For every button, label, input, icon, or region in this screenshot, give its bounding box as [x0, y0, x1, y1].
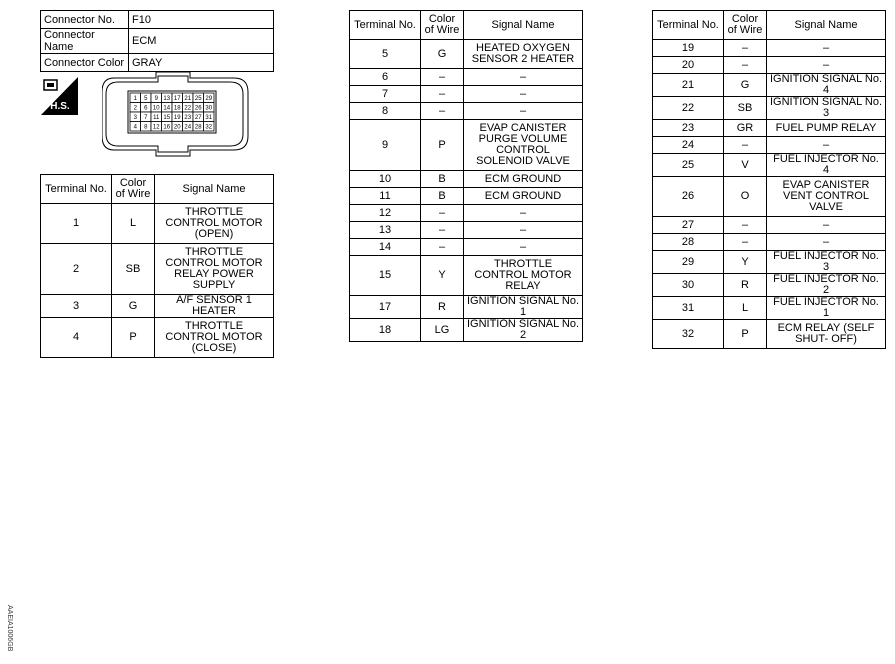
hs-label: H.S.	[50, 101, 70, 112]
table-row	[653, 251, 886, 274]
connector-info-value: F10	[129, 11, 274, 29]
signal-name: FUEL PUMP RELAY	[767, 120, 886, 137]
signal-name: FUEL INJECTOR No. 2	[767, 274, 886, 297]
terminal-number: 18	[350, 319, 421, 342]
wire-color: R	[421, 296, 464, 319]
signal-name: –	[767, 57, 886, 74]
wire-color: –	[724, 40, 767, 57]
pin-number: 10	[152, 105, 160, 112]
terminal-number: 11	[350, 188, 421, 205]
table-row	[653, 137, 886, 154]
pin-number: 6	[144, 105, 148, 112]
pin-number: 22	[184, 105, 192, 112]
wire-color: –	[724, 217, 767, 234]
header-signal: Signal Name	[155, 175, 274, 204]
terminal-number: 32	[653, 320, 724, 349]
pin-number: 4	[133, 124, 137, 131]
wire-color: LG	[421, 319, 464, 342]
pin-number: 9	[154, 96, 158, 102]
terminal-number: 8	[350, 103, 421, 120]
signal-name: THROTTLE CONTROL MOTOR RELAY	[464, 256, 583, 296]
terminal-number: 6	[350, 69, 421, 86]
table-row	[350, 222, 583, 239]
connector-info-value: GRAY	[129, 54, 274, 72]
wire-color: Y	[724, 251, 767, 274]
signal-name: –	[464, 103, 583, 120]
header-terminal: Terminal No.	[41, 175, 112, 204]
wire-color: –	[421, 222, 464, 239]
terminal-table-3	[652, 10, 886, 349]
wire-color: R	[724, 274, 767, 297]
signal-name: FUEL INJECTOR No. 4	[767, 154, 886, 177]
pin-number: 18	[173, 105, 181, 112]
table-row	[41, 244, 274, 295]
header-terminal: Terminal No.	[350, 11, 421, 40]
signal-name: –	[767, 234, 886, 251]
table-row	[653, 120, 886, 137]
wire-color: L	[724, 297, 767, 320]
pin-number: 11	[153, 115, 160, 121]
pin-number: 32	[205, 124, 213, 131]
terminal-number: 27	[653, 217, 724, 234]
signal-name: –	[464, 86, 583, 103]
signal-name: HEATED OXYGEN SENSOR 2 HEATER	[464, 40, 583, 69]
table-row	[653, 274, 886, 297]
pin-number: 14	[163, 105, 171, 112]
wire-color: L	[112, 204, 155, 244]
signal-name: –	[464, 69, 583, 86]
signal-name: –	[767, 40, 886, 57]
terminal-number: 3	[41, 295, 112, 318]
header-signal: Signal Name	[464, 11, 583, 40]
table-row	[653, 57, 886, 74]
signal-name: ECM GROUND	[464, 171, 583, 188]
pin-number: 12	[152, 124, 160, 131]
header-terminal: Terminal No.	[653, 11, 724, 40]
wire-color: O	[724, 177, 767, 217]
pin-number: 16	[163, 124, 171, 131]
wire-color: G	[421, 40, 464, 69]
terminal-number: 21	[653, 74, 724, 97]
pin-number: 15	[163, 115, 171, 121]
pin-number: 20	[173, 124, 181, 131]
terminal-number: 28	[653, 234, 724, 251]
header-signal: Signal Name	[767, 11, 886, 40]
terminal-number: 4	[41, 318, 112, 358]
terminal-table-1	[40, 174, 274, 358]
connector-info-label: Connector Color	[41, 54, 129, 72]
wire-color: V	[724, 154, 767, 177]
terminal-number: 23	[653, 120, 724, 137]
signal-name: –	[464, 205, 583, 222]
connector-info-label: Connector No.	[41, 11, 129, 29]
pin-number: 5	[144, 96, 148, 102]
connector-face-diagram	[102, 70, 252, 160]
signal-name: IGNITION SIGNAL No. 4	[767, 74, 886, 97]
signal-name: –	[767, 217, 886, 234]
terminal-number: 15	[350, 256, 421, 296]
signal-name: FUEL INJECTOR No. 3	[767, 251, 886, 274]
terminal-number: 25	[653, 154, 724, 177]
table-row	[350, 120, 583, 171]
table-row	[41, 295, 274, 318]
signal-name: THROTTLE CONTROL MOTOR RELAY POWER SUPPLY	[155, 244, 274, 295]
pin-number: 7	[144, 115, 148, 121]
terminal-number: 29	[653, 251, 724, 274]
pin-number: 25	[194, 96, 202, 102]
header-color: Color of Wire	[112, 175, 155, 204]
wire-color: –	[421, 86, 464, 103]
table-row	[653, 97, 886, 120]
pin-number: 19	[173, 115, 181, 121]
terminal-number: 20	[653, 57, 724, 74]
table-row	[653, 297, 886, 320]
connector-info-table	[40, 10, 274, 72]
signal-name: –	[464, 222, 583, 239]
pin-number: 26	[194, 105, 202, 112]
table-row	[350, 103, 583, 120]
terminal-number: 2	[41, 244, 112, 295]
terminal-number: 17	[350, 296, 421, 319]
table-row	[653, 177, 886, 217]
pin-number: 8	[144, 124, 148, 131]
signal-name: EVAP CANISTER VENT CONTROL VALVE	[767, 177, 886, 217]
pin-number: 17	[173, 96, 181, 102]
table-row	[350, 319, 583, 342]
pin-number: 27	[194, 115, 202, 121]
wire-color: B	[421, 171, 464, 188]
wire-color: –	[724, 57, 767, 74]
terminal-table-2	[349, 10, 583, 342]
table-row	[350, 205, 583, 222]
wire-color: –	[421, 205, 464, 222]
signal-name: ECM RELAY (SELF SHUT- OFF)	[767, 320, 886, 349]
terminal-number: 7	[350, 86, 421, 103]
terminal-number: 9	[350, 120, 421, 171]
table-row	[653, 154, 886, 177]
signal-name: FUEL INJECTOR No. 1	[767, 297, 886, 320]
table-row	[653, 234, 886, 251]
terminal-number: 30	[653, 274, 724, 297]
signal-name: IGNITION SIGNAL No. 1	[464, 296, 583, 319]
pin-number: 29	[205, 96, 213, 102]
pin-number: 28	[194, 124, 202, 131]
terminal-number: 1	[41, 204, 112, 244]
terminal-number: 14	[350, 239, 421, 256]
wire-color: G	[724, 74, 767, 97]
pin-number: 2	[133, 105, 137, 112]
pin-number: 13	[163, 96, 171, 102]
terminal-number: 24	[653, 137, 724, 154]
terminal-number: 5	[350, 40, 421, 69]
table-row	[41, 318, 274, 358]
header-color: Color of Wire	[421, 11, 464, 40]
terminal-number: 12	[350, 205, 421, 222]
terminal-number: 19	[653, 40, 724, 57]
terminal-number: 31	[653, 297, 724, 320]
table-row	[653, 74, 886, 97]
wire-color: P	[112, 318, 155, 358]
pin-number: 1	[133, 96, 137, 102]
table-row	[350, 40, 583, 69]
header-color: Color of Wire	[724, 11, 767, 40]
connector-info-row	[41, 54, 274, 72]
table-row	[350, 171, 583, 188]
wire-color: –	[724, 234, 767, 251]
wire-color: Y	[421, 256, 464, 296]
connector-info-label: Connector Name	[41, 29, 129, 54]
signal-name: A/F SENSOR 1 HEATER	[155, 295, 274, 318]
connector-info-row	[41, 11, 274, 29]
pin-number: 30	[205, 105, 213, 112]
table-row	[350, 296, 583, 319]
wire-color: P	[724, 320, 767, 349]
pin-number: 23	[184, 115, 192, 121]
wire-color: SB	[112, 244, 155, 295]
signal-name: –	[464, 239, 583, 256]
figure-code-text: AAEIA1006GB	[6, 605, 13, 652]
table-row	[350, 239, 583, 256]
connector-info-row	[41, 29, 274, 54]
pin-number: 21	[184, 96, 192, 102]
table-row	[350, 188, 583, 205]
table-row	[653, 320, 886, 349]
signal-name: IGNITION SIGNAL No. 2	[464, 319, 583, 342]
terminal-number: 22	[653, 97, 724, 120]
signal-name: THROTTLE CONTROL MOTOR (CLOSE)	[155, 318, 274, 358]
signal-name: ECM GROUND	[464, 188, 583, 205]
pin-number: 31	[205, 115, 213, 121]
harness-side-icon	[41, 77, 78, 115]
wire-color: G	[112, 295, 155, 318]
wire-color: –	[421, 239, 464, 256]
table-row	[41, 204, 274, 244]
wire-color: P	[421, 120, 464, 171]
signal-name: IGNITION SIGNAL No. 3	[767, 97, 886, 120]
wire-color: –	[724, 137, 767, 154]
pin-number: 24	[184, 124, 192, 131]
terminal-number: 26	[653, 177, 724, 217]
wire-color: –	[421, 103, 464, 120]
pin-number: 3	[133, 115, 137, 121]
figure-code	[3, 605, 15, 660]
table-row	[653, 40, 886, 57]
wire-color: B	[421, 188, 464, 205]
wire-color: SB	[724, 97, 767, 120]
signal-name: –	[767, 137, 886, 154]
table-row	[350, 69, 583, 86]
connector-info-value: ECM	[129, 29, 274, 54]
signal-name: THROTTLE CONTROL MOTOR (OPEN)	[155, 204, 274, 244]
wire-color: –	[421, 69, 464, 86]
wire-color: GR	[724, 120, 767, 137]
terminal-number: 10	[350, 171, 421, 188]
table-row	[653, 217, 886, 234]
table-row	[350, 256, 583, 296]
table-row	[350, 86, 583, 103]
signal-name: EVAP CANISTER PURGE VOLUME CONTROL SOLENOID VALVE	[464, 120, 583, 171]
terminal-number: 13	[350, 222, 421, 239]
